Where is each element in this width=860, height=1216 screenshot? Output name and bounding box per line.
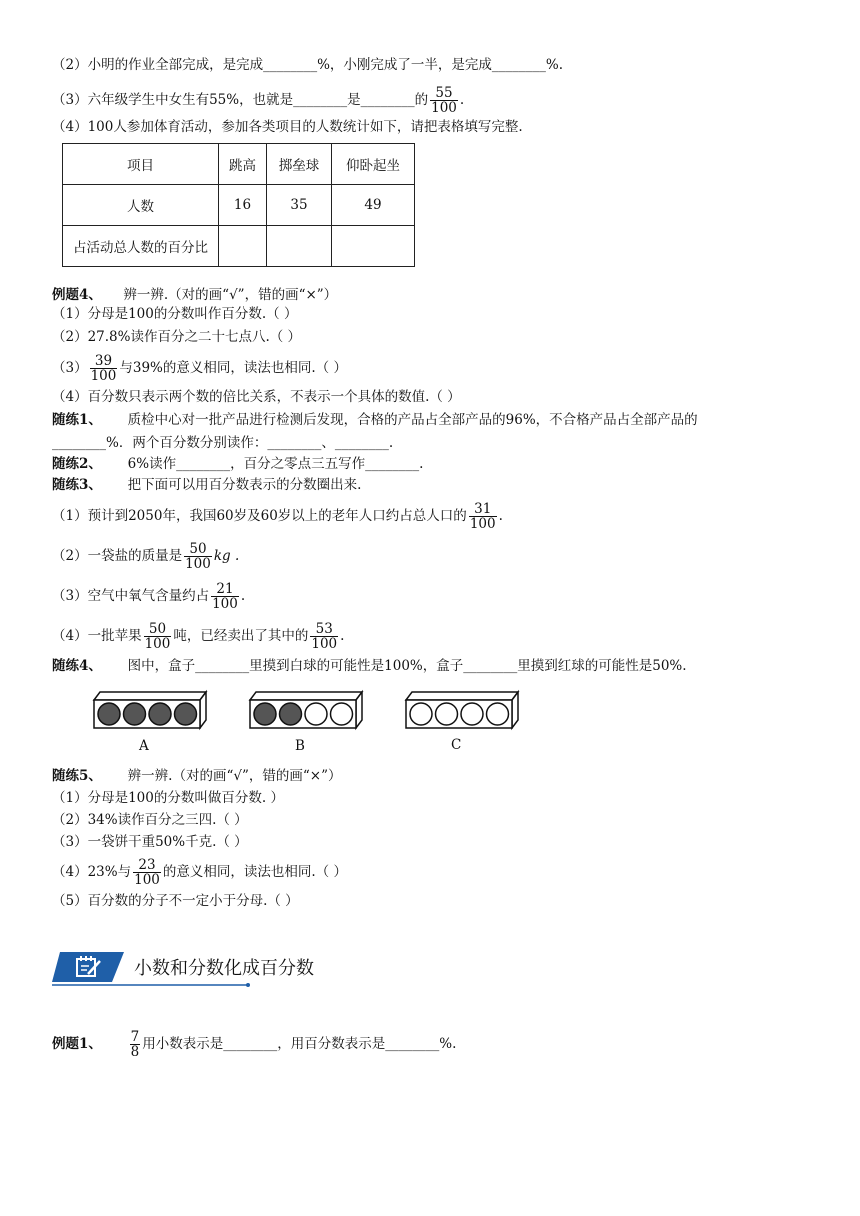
ball-box-b bbox=[250, 692, 362, 728]
list-item: （4）23%与 $\frac{23}{100}$ 的意义相同，读法也相同.（ ） bbox=[52, 857, 347, 888]
fraction: $\frac{50}{100}$ bbox=[185, 541, 211, 572]
example-tag: 例题1、 bbox=[52, 1036, 102, 1052]
practice-tag: 随练4、 bbox=[52, 658, 102, 674]
practice-3-line: 随练3、 把下面可以用百分数表示的分数圈出来. bbox=[52, 477, 362, 493]
list-item: （2）一袋盐的质量是 $\frac{50}{100}$ kg . bbox=[52, 541, 240, 572]
list-item: （3）一袋饼干重50%千克.（ ） bbox=[52, 834, 248, 850]
dark-ball bbox=[98, 703, 120, 725]
fraction: $\frac{23}{100}$ bbox=[134, 857, 160, 888]
table-row bbox=[63, 185, 415, 226]
example-tag: 例题4、 bbox=[52, 287, 102, 303]
dark-ball bbox=[124, 703, 146, 725]
list-item: （2）34%读作百分之三四.（ ） bbox=[52, 812, 248, 828]
question-3-line: （3）六年级学生中女生有55%，也就是________是________的 $\frac{55}{100}$ . bbox=[52, 85, 465, 116]
list-item: （3）空气中氧气含量约占 $\frac{21}{100}$ . bbox=[52, 581, 246, 612]
table-cell: 35 bbox=[267, 185, 332, 226]
table-cell[interactable] bbox=[219, 226, 267, 267]
dark-ball bbox=[149, 703, 171, 725]
dark-ball bbox=[254, 703, 276, 725]
box-a-label: A bbox=[139, 738, 149, 754]
white-ball bbox=[331, 703, 353, 725]
list-item: （1）分母是100的分数叫作百分数.（ ） bbox=[52, 306, 298, 322]
ball-box-a bbox=[94, 692, 206, 728]
practice-2-line: 随练2、 6%读作________，百分之零点三五写作________. bbox=[52, 456, 424, 472]
white-ball bbox=[436, 703, 458, 725]
fraction: $\frac{55}{100}$ bbox=[431, 85, 457, 116]
practice-tag: 随练3、 bbox=[52, 477, 102, 493]
fraction: $\frac{7}{8}$ bbox=[130, 1029, 140, 1060]
example-1-line: 例题1、 $\frac{7}{8}$ 用小数表示是________，用百分数表示是________%. bbox=[52, 1029, 457, 1060]
practice-4-line: 随练4、 图中，盒子________里摸到白球的可能性是100%，盒子________里摸到红球的可能性是50%. bbox=[52, 658, 687, 674]
table-cell: 人数 bbox=[63, 185, 219, 226]
section-header bbox=[52, 948, 314, 988]
question-3-text: （3）六年级学生中女生有55%，也就是________是________的 bbox=[52, 92, 429, 108]
list-item: （1）预计到2050年，我国60岁及60岁以上的老年人口约占总人口的 $\frac{31}{100}$ . bbox=[52, 501, 503, 532]
table-cell[interactable] bbox=[332, 226, 415, 267]
question-4-line: （4）100人参加体育活动，参加各类项目的人数统计如下，请把表格填写完整. bbox=[52, 119, 523, 135]
ball-box-c bbox=[406, 692, 518, 728]
list-item: （2）27.8%读作百分之二十七点八.（ ） bbox=[52, 329, 302, 345]
table-cell: 占活动总人数的百分比 bbox=[63, 226, 219, 267]
list-item: （1）分母是100的分数叫做百分数. ） bbox=[52, 790, 284, 806]
table-header-cell: 掷垒球 bbox=[267, 144, 332, 185]
table-cell: 49 bbox=[332, 185, 415, 226]
table-row bbox=[63, 144, 415, 185]
fraction: $\frac{50}{100}$ bbox=[144, 621, 171, 652]
practice-tag: 随练5、 bbox=[52, 768, 102, 784]
list-item: （4）百分数只表示两个数的倍比关系，不表示一个具体的数值.（ ） bbox=[52, 389, 461, 405]
table-header-cell: 项目 bbox=[63, 144, 219, 185]
white-ball bbox=[461, 703, 483, 725]
practice-1-line: 随练1、 质检中心对一批产品进行检测后发现，合格的产品占全部产品的96%，不合格产品占全部产品的 bbox=[52, 412, 698, 428]
dark-ball bbox=[175, 703, 197, 725]
practice-5-line: 随练5、 辨一辨.（对的画“√”，错的画“×”） bbox=[52, 768, 342, 784]
ball-boxes-figure bbox=[88, 688, 528, 734]
list-item: （3） $\frac{39}{100}$ 与39%的意义相同，读法也相同.（ ） bbox=[52, 353, 347, 384]
list-item: （4）一批苹果 $\frac{50}{100}$ 吨，已经卖出了其中的 $\frac{53}{100}$ . bbox=[52, 621, 345, 652]
fraction: $\frac{21}{100}$ bbox=[212, 581, 238, 612]
table-row bbox=[63, 226, 415, 267]
table-cell[interactable] bbox=[267, 226, 332, 267]
activity-table bbox=[62, 143, 415, 267]
fraction: $\frac{53}{100}$ bbox=[311, 621, 338, 652]
white-ball bbox=[410, 703, 432, 725]
dark-ball bbox=[280, 703, 302, 725]
fraction: $\frac{31}{100}$ bbox=[469, 501, 496, 532]
table-cell: 16 bbox=[219, 185, 267, 226]
practice-1-line-2: ________%．两个百分数分别读作：________、________. bbox=[52, 435, 394, 451]
practice-tag: 随练1、 bbox=[52, 412, 102, 428]
list-item: （5）百分数的分子不一定小于分母.（ ） bbox=[52, 893, 299, 909]
fraction: $\frac{39}{100}$ bbox=[90, 353, 117, 384]
example-4-heading: 例题4、 辨一辨.（对的画“√”，错的画“×”） bbox=[52, 287, 338, 303]
section-title: 小数和分数化成百分数 bbox=[134, 958, 314, 979]
question-2-line: （2）小明的作业全部完成，是完成________%，小刚完成了一半，是完成________%. bbox=[52, 57, 564, 73]
table-header-cell: 跳高 bbox=[219, 144, 267, 185]
table-header-cell: 仰卧起坐 bbox=[332, 144, 415, 185]
white-ball bbox=[487, 703, 509, 725]
box-b-label: B bbox=[295, 738, 305, 754]
white-ball bbox=[305, 703, 327, 725]
practice-tag: 随练2、 bbox=[52, 456, 102, 472]
box-c-label: C bbox=[451, 737, 462, 753]
